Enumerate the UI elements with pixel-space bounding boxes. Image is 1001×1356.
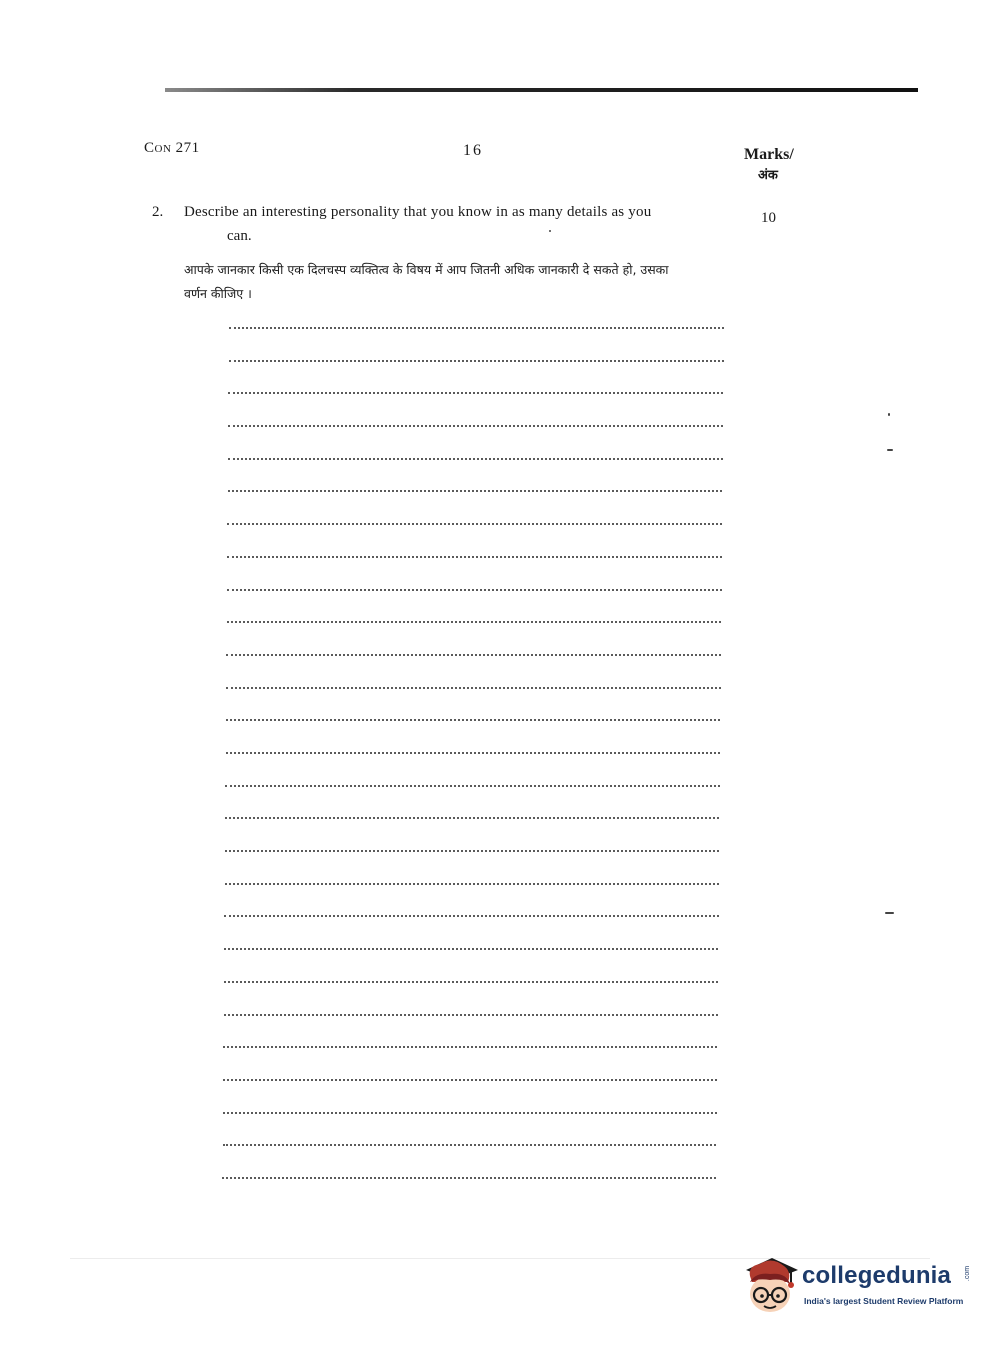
- paper-code: Con 271: [144, 140, 200, 156]
- answer-line[interactable]: [223, 1144, 716, 1146]
- answer-line[interactable]: [227, 589, 722, 591]
- answer-line[interactable]: [226, 752, 720, 754]
- scan-speck: [887, 449, 893, 451]
- answer-line[interactable]: [223, 1112, 717, 1114]
- question-text-english-line1: Describe an interesting personality that you know in as many details as you: [184, 204, 652, 220]
- question-text-hindi-line1: आपके जानकार किसी एक दिलचस्प व्यक्तित्व के विषय में आप जितनी अधिक जानकारी दे सकते हो, उसका: [184, 262, 669, 277]
- answer-line[interactable]: [225, 785, 720, 787]
- answer-line[interactable]: [226, 687, 721, 689]
- brand-tagline: India's largest Student Review Platform: [804, 1296, 964, 1306]
- answer-line[interactable]: [224, 915, 719, 917]
- marks-label-english: Marks/: [744, 146, 794, 163]
- scan-speck: [885, 912, 894, 914]
- answer-line[interactable]: [225, 883, 719, 885]
- answer-line[interactable]: [226, 719, 720, 721]
- answer-line[interactable]: [224, 948, 718, 950]
- answer-line[interactable]: [225, 850, 719, 852]
- question-text-english-line2: can.: [227, 228, 252, 244]
- question-text-hindi-line2: वर्णन कीजिए ।: [184, 286, 252, 301]
- question-number: 2.: [152, 204, 164, 220]
- collegedunia-watermark: [742, 1248, 982, 1318]
- answer-line[interactable]: [223, 1046, 717, 1048]
- answer-line[interactable]: [222, 1177, 716, 1179]
- answer-line[interactable]: [229, 360, 724, 362]
- answer-line[interactable]: [226, 654, 721, 656]
- mascot-logo-icon: [742, 1252, 800, 1316]
- answer-line[interactable]: [225, 817, 719, 819]
- brand-suffix: .com: [964, 1265, 972, 1282]
- answer-line[interactable]: [224, 981, 718, 983]
- page-number: 16: [463, 142, 483, 159]
- answer-line[interactable]: [229, 327, 724, 329]
- answer-line[interactable]: [228, 458, 723, 460]
- marks-label-hindi: अंक: [758, 168, 778, 183]
- answer-line[interactable]: [228, 392, 723, 394]
- top-rule: [165, 88, 918, 92]
- scan-speck: [888, 413, 890, 416]
- question-marks: 10: [761, 210, 776, 226]
- scan-speck: [549, 230, 551, 232]
- brand-name: collegedunia: [802, 1262, 952, 1289]
- answer-line[interactable]: [228, 425, 723, 427]
- answer-line[interactable]: [224, 1014, 718, 1016]
- answer-line[interactable]: [228, 490, 722, 492]
- answer-line[interactable]: [227, 523, 722, 525]
- answer-line[interactable]: [227, 556, 722, 558]
- answer-line[interactable]: [223, 1079, 717, 1081]
- answer-line[interactable]: [227, 621, 721, 623]
